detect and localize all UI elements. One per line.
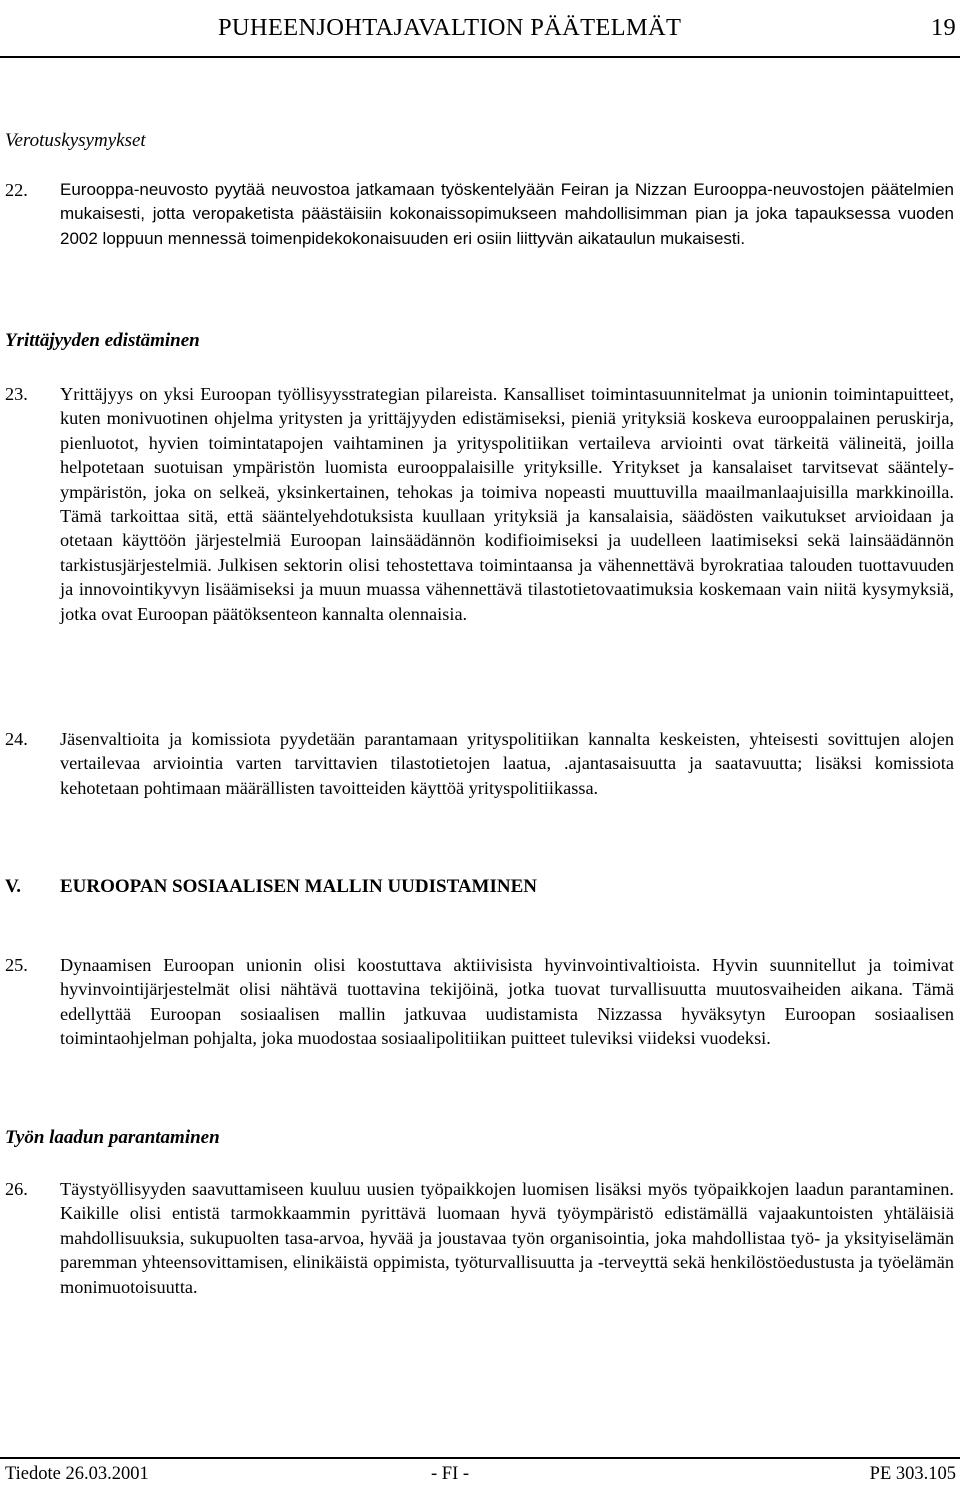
chapter-heading-v bbox=[5, 876, 905, 902]
paragraph-number: 25. bbox=[5, 955, 28, 975]
paragraph-23 bbox=[5, 382, 954, 626]
footer-center: - FI - bbox=[431, 1464, 470, 1484]
page-footer bbox=[5, 1464, 956, 1488]
footer-divider bbox=[0, 1457, 960, 1459]
paragraph-26 bbox=[5, 1177, 954, 1299]
section-heading-yrittajyys: Yrittäjyyden edistäminen bbox=[5, 330, 200, 351]
paragraph-number: 23. bbox=[5, 384, 28, 404]
header-page-number: 19 bbox=[930, 14, 956, 41]
paragraph-number: 24. bbox=[5, 729, 28, 749]
section-heading-tyon-laatu: Työn laadun parantaminen bbox=[5, 1127, 220, 1148]
paragraph-text: Jäsenvaltioita ja komissiota pyydetään parantamaan yrityspolitiikan kannalta keskeisten, yhteisesti sovittujen alojen vertailevaa arviointia varten tarvittavien tilastotietojen laatua, .ajantasaisuutta ja saatavuutta; lisäksi komissiota kehotetaan pohtimaan määrällisten tavoitteiden käyttöä yrityspolitiikassa. bbox=[60, 729, 954, 798]
paragraph-text: Yrittäjyys on yksi Euroopan työllisyysstrategian pilareista. Kansalliset toimintasuunnitelmat ja unionin toimintapuitteet, kuten monivuotinen ohjelma yritysten ja yrittäjyyden edistämiseksi, pieniä yrityksiä koskeva eurooppalainen peruskirja, pienluotot, hyvien toimintatapojen vaihtaminen ja yrityspolitiikan vertaileva arviointi ovat tärkeitä välineitä, joilla helpotetaan suotuisan ympäristön luomista eurooppalaisille yrityksille. Yritykset ja kansalaiset tarvitsevat sääntely-ympäristön, joka on selkeä, yksinkertainen, tehokas ja toimiva nopeasti muuttuvilla maailmanlaajuisilla markkinoilla. Tämä tarkoittaa sitä, että sääntelyehdotuksista kuullaan yrityksiä ja kansalaisia, säädösten vaikutukset arvioidaan ja otetaan käyttöön järjestelmiä Euroopan lainsäädännön kodifioimiseksi ja uudelleen laatimiseksi sekä lainsäädännön tarkistusjärjestelmiä. Julkisen sektorin olisi tehostettava toimintaansa ja vähennettävä byrokratiaa talouden tuottavuuden ja innovointikyvyn lisäämiseksi ja muun muassa vähennettävä tilastotietovaatimuksia koskemaan vain niitä kysymyksiä, jotka ovat Euroopan päätöksenteon kannalta olennaisia. bbox=[60, 384, 954, 624]
footer-right: PE 303.105 bbox=[869, 1464, 956, 1484]
paragraph-25 bbox=[5, 953, 954, 1051]
paragraph-number: 26. bbox=[5, 1179, 28, 1199]
paragraph-22 bbox=[5, 178, 954, 251]
paragraph-number: 22. bbox=[5, 180, 28, 200]
chapter-number: V. bbox=[5, 876, 22, 897]
page-header bbox=[218, 14, 956, 50]
paragraph-24 bbox=[5, 727, 954, 800]
header-title: PUHEENJOHTAJAVALTION PÄÄTELMÄT bbox=[218, 14, 682, 41]
paragraph-text: Eurooppa-neuvosto pyytää neuvostoa jatkamaan työskentelyään Feiran ja Nizzan Eurooppa-neuvostojen päätelmien mukaisesti, jotta veropaketista päästäisiin kokonaissopimukseen mahdollisimman pian ja joka tapauksessa vuoden 2002 loppuun mennessä toimenpidekokonaisuuden eri osiin liittyvän aikataulun mukaisesti. bbox=[60, 180, 954, 248]
chapter-title: EUROOPAN SOSIAALISEN MALLIN UUDISTAMINEN bbox=[60, 876, 538, 897]
header-divider bbox=[0, 56, 960, 58]
footer-left: Tiedote 26.03.2001 bbox=[5, 1464, 149, 1484]
paragraph-text: Dynaamisen Euroopan unionin olisi koostuttava aktiivisista hyvinvointivaltioista. Hyvin suunnitellut ja toimivat hyvinvointijärjestelmät olisi nähtävä tuottavina tekijöinä, jotka tuovat turvallisuutta muutosvaiheiden aikana. Tämä edellyttää Euroopan sosiaalisen mallin jatkuvaa uudistamista Nizzassa hyväksytyn Euroopan sosiaalisen toimintaohjelman pohjalta, joka muodostaa sosiaalipolitiikan puitteet tuleviksi viideksi vuodeksi. bbox=[60, 955, 954, 1049]
section-heading-verotus: Verotuskysymykset bbox=[5, 130, 146, 151]
paragraph-text: Täystyöllisyyden saavuttamiseen kuuluu uusien työpaikkojen luomisen lisäksi myös työpaikkojen laadun parantaminen. Kaikille olisi entistä tarmokkaammin pyrittävä luomaan hyvä työympäristö edistämällä vajaakuntoisten yhtäläisiä mahdollisuuksia, sukupuolten tasa-arvoa, hyvää ja joustavaa työn organisointia, joka mahdollistaa työ- ja yksityiselämän paremman yhteensovittamisen, elinikäistä oppimista, työturvallisuutta ja -terveyttä sekä henkilöstöedustusta ja työelämän monimuotoisuutta. bbox=[60, 1179, 954, 1297]
